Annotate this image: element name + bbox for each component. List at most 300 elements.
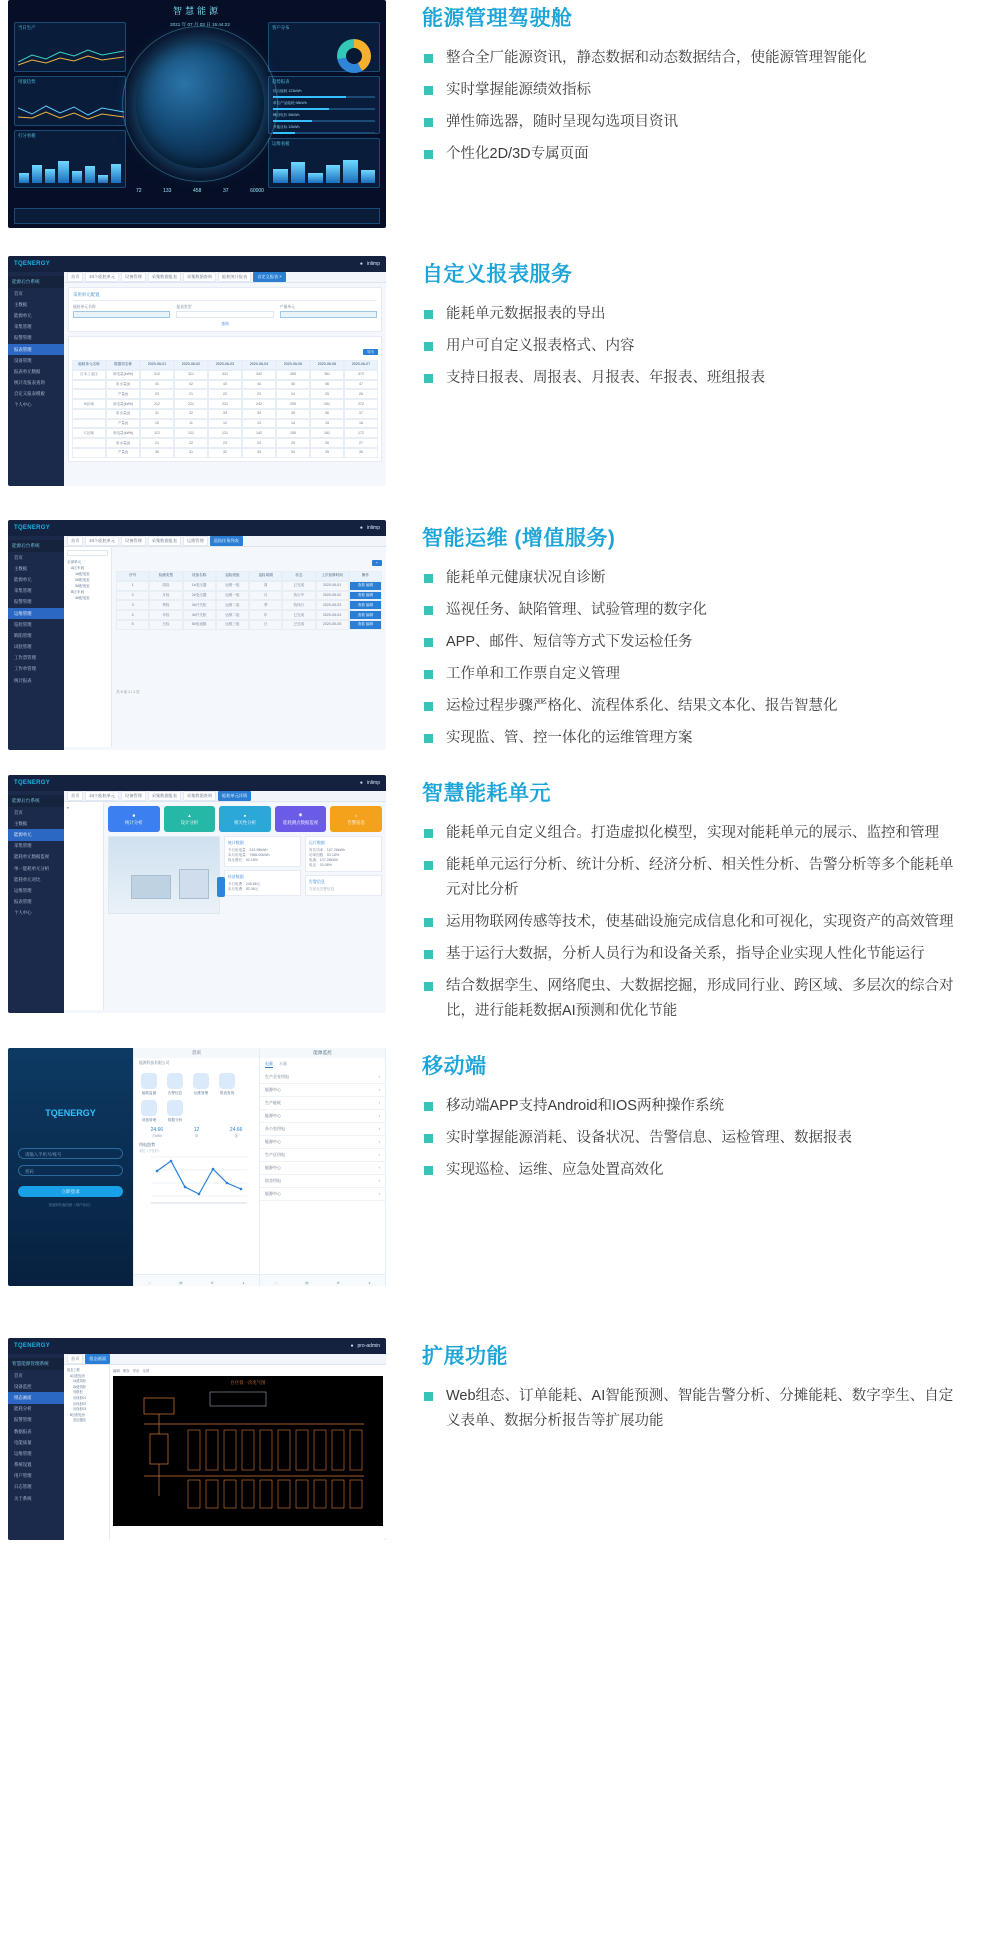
unit-tree: [64, 547, 112, 747]
cell: [72, 419, 106, 429]
add-task-button[interactable]: +: [372, 560, 382, 566]
sidebar-item-energyunit[interactable]: 能源单元: [14, 312, 32, 318]
tab-me[interactable]: ●: [368, 1281, 371, 1285]
report-table-panel: [68, 336, 382, 462]
tree-node[interactable]: 出线柜02: [73, 1401, 87, 1406]
export-button[interactable]: 导出: [363, 349, 378, 355]
fullscreen-button[interactable]: 全屏: [142, 1369, 150, 1373]
tab-home[interactable]: 首页: [67, 272, 83, 282]
card-alarm-info[interactable]: [330, 806, 382, 832]
sidebar-item-users[interactable]: 用户管理: [14, 1473, 32, 1479]
export-button[interactable]: 导出: [132, 1369, 140, 1373]
cell: 11: [174, 419, 208, 429]
user-name[interactable]: inlimp: [366, 261, 380, 267]
tree-node[interactable]: ▾: [67, 806, 69, 810]
cell: 21: [140, 438, 174, 448]
bullet-item: 实时掌握能源绩效指标: [422, 78, 962, 103]
icon-ops[interactable]: [190, 1073, 212, 1096]
sidebar-item-logs[interactable]: 日志管理: [14, 1484, 32, 1490]
group-name: 宿舍用电: [265, 1178, 281, 1183]
sidebar-item-inspection[interactable]: 巡检管理: [14, 621, 32, 627]
sidebar-item-power-quality[interactable]: 电能质量: [14, 1439, 32, 1445]
cockpit-card-2[interactable]: [14, 76, 126, 126]
icon-label: 告警信息: [167, 1091, 183, 1095]
cell: 3#开关柜: [183, 600, 216, 610]
tab-collect-report[interactable]: 采集数据报表: [148, 536, 181, 546]
list-item[interactable]: [260, 1123, 385, 1136]
cell: 35: [276, 409, 310, 419]
tab-device[interactable]: 设备管理: [121, 791, 146, 801]
filter-title: 采用单元配置: [73, 292, 377, 301]
unit-label: 能源中心: [265, 1165, 281, 1170]
card-label: 设计分析: [180, 819, 199, 825]
room-3d-view[interactable]: [108, 836, 220, 914]
pagination[interactable]: 共 5 条 1 / 1 页: [116, 689, 140, 694]
cell: 产量(t): [106, 448, 140, 458]
edit-button[interactable]: 编辑: [113, 1369, 120, 1373]
sidebar-item-device-monitor[interactable]: 设备监控: [14, 1383, 32, 1389]
bullets-cockpit: [422, 46, 962, 167]
cell: 用水量(t): [106, 409, 140, 419]
tab-me[interactable]: ●: [242, 1281, 245, 1285]
sidebar-item-unitdata[interactable]: 报表单元数据: [14, 368, 41, 374]
table-row[interactable]: [116, 610, 382, 620]
icon-report[interactable]: [216, 1073, 238, 1096]
cell: 2020-06-01: [316, 581, 349, 591]
bullet-item: 基于运行大数据，分析人员行为和设备关系，指导企业实现人性化节能运行: [422, 942, 962, 967]
table-row[interactable]: [116, 620, 382, 630]
bell-icon[interactable]: ●: [359, 525, 363, 531]
chevron-right-icon: ›: [378, 1100, 380, 1105]
quick-icons: [134, 1069, 259, 1127]
scada-canvas-wrap: [110, 1365, 386, 1540]
field-input[interactable]: [176, 311, 273, 318]
tree-node[interactable]: 2#配电室: [75, 578, 90, 582]
tree-node[interactable]: 1#配电室: [75, 572, 90, 576]
account-input[interactable]: 请输入手机号/账号: [18, 1148, 123, 1159]
kpi-value: 133: [163, 188, 172, 194]
table-row[interactable]: [72, 409, 378, 419]
card-title: 运维看板: [272, 141, 290, 146]
card-label: 能耗测点数据监视: [283, 820, 319, 825]
bullet-item: 巡视任务、缺陷管理、试验管理的数字化: [422, 598, 962, 623]
list-sub[interactable]: [260, 1110, 385, 1123]
tab-monitor[interactable]: ▤: [305, 1281, 309, 1285]
stat-label: 今日用电量: [227, 848, 246, 852]
table-row[interactable]: [72, 399, 378, 409]
tab-bar: [64, 1354, 386, 1365]
sidebar-item-profile[interactable]: 个人中心: [14, 402, 32, 408]
tab-stat-report[interactable]: 能耗统计报表: [218, 272, 251, 282]
cell: 3: [116, 600, 149, 610]
tree-node[interactable]: A区车间: [71, 566, 85, 570]
cell: 26: [310, 438, 344, 448]
brand-logo: TQENERGY: [14, 1343, 51, 1349]
sidebar-item-masterdata[interactable]: 主数据: [14, 820, 28, 826]
cell: 23: [242, 389, 276, 399]
sidebar-item-home[interactable]: 首页: [14, 290, 23, 296]
tree-node[interactable]: 母联柜: [73, 1390, 83, 1395]
tree-node[interactable]: 4#配电室: [75, 596, 90, 600]
cell: 142: [242, 428, 276, 438]
section-report: [0, 256, 1000, 486]
app-header: [8, 1338, 386, 1354]
section-mobile: [0, 1048, 1000, 1286]
tree-node[interactable]: 2#进线柜: [73, 1384, 87, 1389]
card-point-monitor[interactable]: [275, 806, 327, 832]
stat-unit: 单: [194, 1134, 199, 1138]
card-design-analysis[interactable]: [164, 806, 216, 832]
bell-icon[interactable]: ●: [359, 780, 363, 786]
tree-node[interactable]: 出线柜03: [73, 1407, 87, 1412]
main-area: [64, 536, 386, 750]
table-row[interactable]: [72, 438, 378, 448]
cell: 产量(t): [106, 389, 140, 399]
tree-node[interactable]: B区车间: [71, 590, 85, 594]
cell: 年: [249, 610, 282, 620]
cell: 15: [310, 419, 344, 429]
save-button[interactable]: 保存: [122, 1369, 130, 1373]
row-actions[interactable]: 查看 编辑: [349, 620, 382, 630]
sidebar-item-test[interactable]: 试验管理: [14, 644, 32, 650]
bullet-item: 能耗单元健康状况自诊断: [422, 566, 962, 591]
card-correlation-analysis[interactable]: [219, 806, 271, 832]
tab-home[interactable]: 首页: [67, 791, 83, 801]
brand-logo: TQENERGY: [45, 1108, 96, 1118]
cell: 运维二组: [216, 600, 249, 610]
mobile-screens: [8, 1048, 386, 1286]
tab-collect-report[interactable]: 采集数据报表: [148, 272, 181, 282]
cell: 2020-06-02: [316, 591, 349, 601]
bullet-item: 能耗单元运行分析、统计分析、经济分析、相关性分析、告警分析等多个能耗单元对比分析: [422, 853, 962, 903]
tab-custom-report[interactable]: 自定义报表 ×: [253, 272, 286, 282]
tree-node[interactable]: A区配电房: [70, 1373, 85, 1378]
stat-value: 7986.00kWh: [249, 853, 270, 857]
cockpit-card-1[interactable]: [14, 22, 126, 72]
bullet-item: 结合数据孪生、网络爬虫、大数据挖掘，形成同行业、跨区域、多层次的综合对比，进行能耗数据AI预测和优化节能: [422, 974, 962, 1024]
heading-extend: 扩展功能: [422, 1345, 508, 1368]
sidebar-item-device[interactable]: 设备管理: [14, 357, 32, 363]
list-sub[interactable]: [260, 1084, 385, 1097]
tab-ops[interactable]: ⚙: [336, 1281, 340, 1285]
chevron-right-icon: ›: [378, 1165, 380, 1170]
filter-panel: [68, 287, 382, 332]
sidebar-item-energy-analysis[interactable]: 能耗分析: [14, 1406, 32, 1412]
tab-scada[interactable]: 组态画面: [85, 1354, 110, 1364]
bell-icon: ☼: [354, 812, 359, 818]
sidebar-item-report[interactable]: 报表管理: [8, 344, 64, 355]
bullet-item: 实现监、管、控一体化的运维管理方案: [422, 726, 962, 751]
col-header: 状态: [282, 571, 315, 581]
cell: 日本工业区: [72, 370, 106, 380]
cell: 12: [208, 419, 242, 429]
tab-home[interactable]: 首页: [67, 536, 83, 546]
list-item[interactable]: [260, 1097, 385, 1110]
user-name[interactable]: pro-admin: [357, 1343, 380, 1349]
cell: 161: [310, 428, 344, 438]
tree-node[interactable]: 3#配电室: [75, 584, 90, 588]
query-button[interactable]: 查询: [221, 322, 229, 326]
list-sub[interactable]: [260, 1162, 385, 1175]
login-hint[interactable]: 登录即代表同意《用户协议》: [48, 1203, 93, 1207]
sidebar-item-collection[interactable]: 采集管理: [14, 843, 32, 849]
tree-node[interactable]: 全部单元: [67, 560, 82, 564]
tree-node[interactable]: 变压器组: [73, 1418, 86, 1423]
sidebar-item-unit-monitor[interactable]: 能耗单元数据监视: [14, 854, 50, 860]
user-name[interactable]: inlimp: [366, 780, 380, 786]
cell: 31: [174, 448, 208, 458]
tree-node[interactable]: 1#进线柜: [73, 1379, 87, 1384]
bell-icon[interactable]: ●: [359, 261, 363, 267]
main-area: [64, 791, 386, 1013]
stat-label: 今日电费: [227, 882, 243, 886]
tree-node[interactable]: B区配电房: [70, 1412, 85, 1417]
sidebar-item-report[interactable]: 数据报表: [14, 1428, 32, 1434]
table-row[interactable]: [72, 370, 378, 380]
password-input[interactable]: 密码: [18, 1165, 123, 1176]
cell: 33: [242, 448, 276, 458]
tree-node[interactable]: 组态工程: [67, 1368, 80, 1372]
cockpit-card-5[interactable]: [268, 76, 380, 134]
table-row[interactable]: [72, 448, 378, 458]
card-title: 打分看板: [18, 133, 36, 138]
cell: 用电量(kWh): [106, 370, 140, 380]
sidebar-item-collection[interactable]: 采集管理: [14, 324, 32, 330]
sparkline-chart: [18, 46, 122, 68]
sidebar-item-alarm[interactable]: 报警管理: [14, 335, 32, 341]
sidebar-item-energyunit[interactable]: 能源单元: [14, 576, 32, 582]
bullet-item: 整合全厂能源资讯，静态数据和动态数据结合，使能源管理智能化: [422, 46, 962, 71]
text-block-mobile: [422, 1048, 962, 1190]
card-stat-analysis[interactable]: [108, 806, 160, 832]
sidebar: [8, 536, 64, 750]
tab-collect-query[interactable]: 采集数据查询: [183, 791, 216, 801]
tab-unit-detail[interactable]: 能耗单元详情: [218, 791, 251, 801]
donut-chart: [337, 39, 371, 73]
col-header: 检测类型: [149, 571, 182, 581]
list-item[interactable]: [260, 1175, 385, 1188]
sidebar-item-ops[interactable]: 运维管理: [8, 608, 64, 619]
cell: 45: [276, 380, 310, 390]
tab-home[interactable]: ⌂: [148, 1281, 151, 1285]
tab-electric[interactable]: 电量: [265, 1061, 273, 1066]
cell: 27: [344, 438, 378, 448]
sidebar-item-masterdata[interactable]: 主数据: [14, 301, 28, 307]
sidebar-item-home[interactable]: 首页: [14, 554, 23, 560]
col-header: 2020-06-02: [174, 360, 208, 370]
sidebar-item-ops[interactable]: 运维管理: [14, 887, 32, 893]
bottom-tab-bar[interactable]: [260, 1274, 385, 1286]
tree-search-input[interactable]: [67, 550, 108, 556]
icon-energy-monitor[interactable]: [138, 1073, 160, 1096]
stat-value: 243.98kWh: [249, 848, 268, 852]
cell: 24: [242, 438, 276, 448]
cell: 用电量(kWh): [106, 399, 140, 409]
sidebar-item-about[interactable]: 关于系统: [14, 1495, 32, 1501]
bullet-item: 能耗单元自定义组合。打造虚拟化模型，实现对能耗单元的展示、监控和管理: [422, 821, 962, 846]
stat-value: 53.18%: [326, 853, 340, 857]
sidebar-item-ops[interactable]: 运维管理: [14, 1450, 32, 1456]
cell: 255: [276, 399, 310, 409]
login-button[interactable]: 立即登录: [18, 1186, 123, 1197]
sidebar-item-workorder[interactable]: 工作单管理: [14, 666, 36, 672]
cell: 42: [174, 380, 208, 390]
col-header: 巡检周期: [249, 571, 282, 581]
mobile-monitor-screen: [260, 1048, 386, 1286]
cell: 14: [276, 419, 310, 429]
sidebar-item-energyunit[interactable]: 能源单元: [8, 829, 64, 840]
tab-units[interactable]: 24个能耗单元: [85, 536, 119, 546]
cell: 21: [174, 389, 208, 399]
icon-analysis[interactable]: [164, 1100, 186, 1123]
scatter-icon: ●: [243, 812, 247, 818]
tab-collect-query[interactable]: 采集数据查询: [183, 272, 216, 282]
sidebar: [8, 1354, 64, 1540]
cell: 2#变压器: [183, 591, 216, 601]
chevron-right-icon: ›: [378, 1139, 380, 1144]
cell: 131: [208, 428, 242, 438]
cell: 231: [208, 399, 242, 409]
bottom-tab-bar[interactable]: [134, 1274, 259, 1286]
bullet-item: 实时掌握能源消耗、设备状况、告警信息、运检管理、数据报表: [422, 1126, 962, 1151]
sidebar-item-scada[interactable]: 组态画面: [8, 1392, 64, 1403]
field-input[interactable]: [73, 311, 170, 318]
tab-bar: [64, 272, 386, 283]
sidebar-item-settings[interactable]: 系统设置: [14, 1462, 32, 1468]
unit-tree[interactable]: [64, 802, 104, 1010]
sidebar-item-single-analysis[interactable]: 单一能耗单元分析: [14, 865, 50, 871]
col-header: 设备名称: [183, 571, 216, 581]
filter-fields: [73, 305, 377, 318]
sidebar-item-defect[interactable]: 缺陷管理: [14, 632, 32, 638]
company-selector[interactable]: 能源科技有限公司: [139, 1061, 170, 1065]
app-header: [8, 520, 386, 536]
cell: 36: [344, 448, 378, 458]
cell: 已完成: [282, 610, 315, 620]
cell: 355: [276, 370, 310, 380]
card-label: 告警信息: [347, 819, 365, 825]
table-row[interactable]: [116, 581, 382, 591]
sidebar-item-custom-template[interactable]: 自定义报表模板: [14, 391, 45, 397]
cockpit-card-4[interactable]: [268, 22, 380, 72]
filter-actions[interactable]: [73, 322, 377, 327]
heading-ops: 智能运维 (增值服务): [422, 527, 616, 550]
tab-water[interactable]: 水量: [279, 1061, 287, 1066]
scada-diagram[interactable]: [113, 1376, 383, 1526]
sidebar-item-report[interactable]: 报表管理: [14, 899, 32, 905]
tab-inspect-list[interactable]: 巡检任务列表: [210, 536, 243, 546]
cell: 31: [140, 409, 174, 419]
row-actions[interactable]: 查看 编辑: [349, 610, 382, 620]
col-header: 2020-06-07: [344, 360, 378, 370]
tab-home[interactable]: 首页: [67, 1354, 83, 1364]
scada-tree: [64, 1365, 110, 1540]
list-item[interactable]: [260, 1071, 385, 1084]
sidebar-item-collection[interactable]: 采集管理: [14, 588, 32, 594]
stat-unit: 条: [234, 1134, 238, 1138]
brand-logo: TQENERGY: [14, 780, 51, 786]
icon-alarm[interactable]: [164, 1073, 186, 1096]
sidebar-item-masterdata[interactable]: 主数据: [14, 565, 28, 571]
section-cockpit: [0, 0, 1000, 228]
cell: 2020-06-03: [316, 600, 349, 610]
cockpit-card-3[interactable]: [14, 130, 126, 188]
sidebar-item-profile[interactable]: 个人中心: [14, 910, 32, 916]
tree-node[interactable]: 出线柜01: [73, 1395, 87, 1400]
stat-label: 电流: [308, 858, 317, 862]
cockpit-card-6[interactable]: [268, 138, 380, 188]
chevron-right-icon: ›: [378, 1152, 380, 1157]
cell: 155: [276, 428, 310, 438]
sidebar-item-unit-compare[interactable]: 能耗单元对比: [14, 876, 41, 882]
sidebar-item-alarm[interactable]: 报警管理: [14, 1417, 32, 1423]
list-sub[interactable]: [260, 1136, 385, 1149]
stat-value: 33.08%: [319, 863, 332, 867]
cell: 47: [344, 380, 378, 390]
tab-ops[interactable]: 运维管理: [183, 536, 208, 546]
user-name[interactable]: inlimp: [366, 525, 380, 531]
tab-units[interactable]: 24个能耗单元: [85, 272, 119, 282]
kpi-value: 458: [193, 188, 202, 194]
cell: 32: [174, 409, 208, 419]
table-row[interactable]: [116, 591, 382, 601]
kpi-value: 72: [136, 188, 142, 194]
sidebar-item-home[interactable]: 首页: [14, 1372, 23, 1378]
cell: [72, 380, 106, 390]
bell-icon[interactable]: ●: [350, 1343, 354, 1349]
cell: 44: [242, 380, 276, 390]
row-actions[interactable]: 查看 编辑: [349, 581, 382, 591]
tab-home[interactable]: ⌂: [274, 1281, 277, 1285]
cell: [72, 389, 106, 399]
stat-value: 82.08元: [245, 887, 259, 891]
sidebar-item-stats[interactable]: 统计报表: [14, 677, 32, 683]
cell: 23: [208, 438, 242, 448]
table-row[interactable]: [72, 380, 378, 390]
row-actions[interactable]: 查看 编辑: [349, 600, 382, 610]
tab-device[interactable]: 设备管理: [121, 272, 146, 282]
stat-value: 24.66: [150, 1127, 164, 1133]
sidebar-item-workticket[interactable]: 工作票管理: [14, 655, 36, 661]
col-header: 2020-06-01: [140, 360, 174, 370]
sidebar-item-statquery[interactable]: 统计及报表查询: [14, 380, 45, 386]
table-row[interactable]: [72, 389, 378, 399]
cell: 25: [276, 438, 310, 448]
row-actions[interactable]: 查看 编辑: [349, 591, 382, 601]
tab-device[interactable]: 设备管理: [121, 536, 146, 546]
stat-label: 有功功率: [308, 848, 324, 852]
icon-device[interactable]: [138, 1100, 160, 1123]
sidebar-item-home[interactable]: 首页: [14, 809, 23, 815]
economy-panel: 经济数据 今日电费：245.86元 本月电费：82.08元: [224, 870, 301, 896]
table-row[interactable]: [116, 600, 382, 610]
list-item[interactable]: [260, 1149, 385, 1162]
icon-label: 运维管理: [193, 1091, 209, 1095]
table-row[interactable]: [72, 428, 378, 438]
field-input[interactable]: [280, 311, 377, 318]
list-sub[interactable]: [260, 1188, 385, 1201]
stat-value: 52.18%: [245, 858, 258, 862]
icon-label: 报表查询: [219, 1091, 235, 1095]
cell: B区域: [72, 399, 106, 409]
tab-monitor[interactable]: ▤: [179, 1281, 183, 1285]
sidebar: [8, 272, 64, 486]
tab-ops[interactable]: ⚙: [210, 1281, 214, 1285]
tab-units[interactable]: 24个能耗单元: [85, 791, 119, 801]
table-row[interactable]: [72, 419, 378, 429]
sidebar-item-alarm[interactable]: 报警管理: [14, 599, 32, 605]
tab-collect-report[interactable]: 采集数据报表: [148, 791, 181, 801]
